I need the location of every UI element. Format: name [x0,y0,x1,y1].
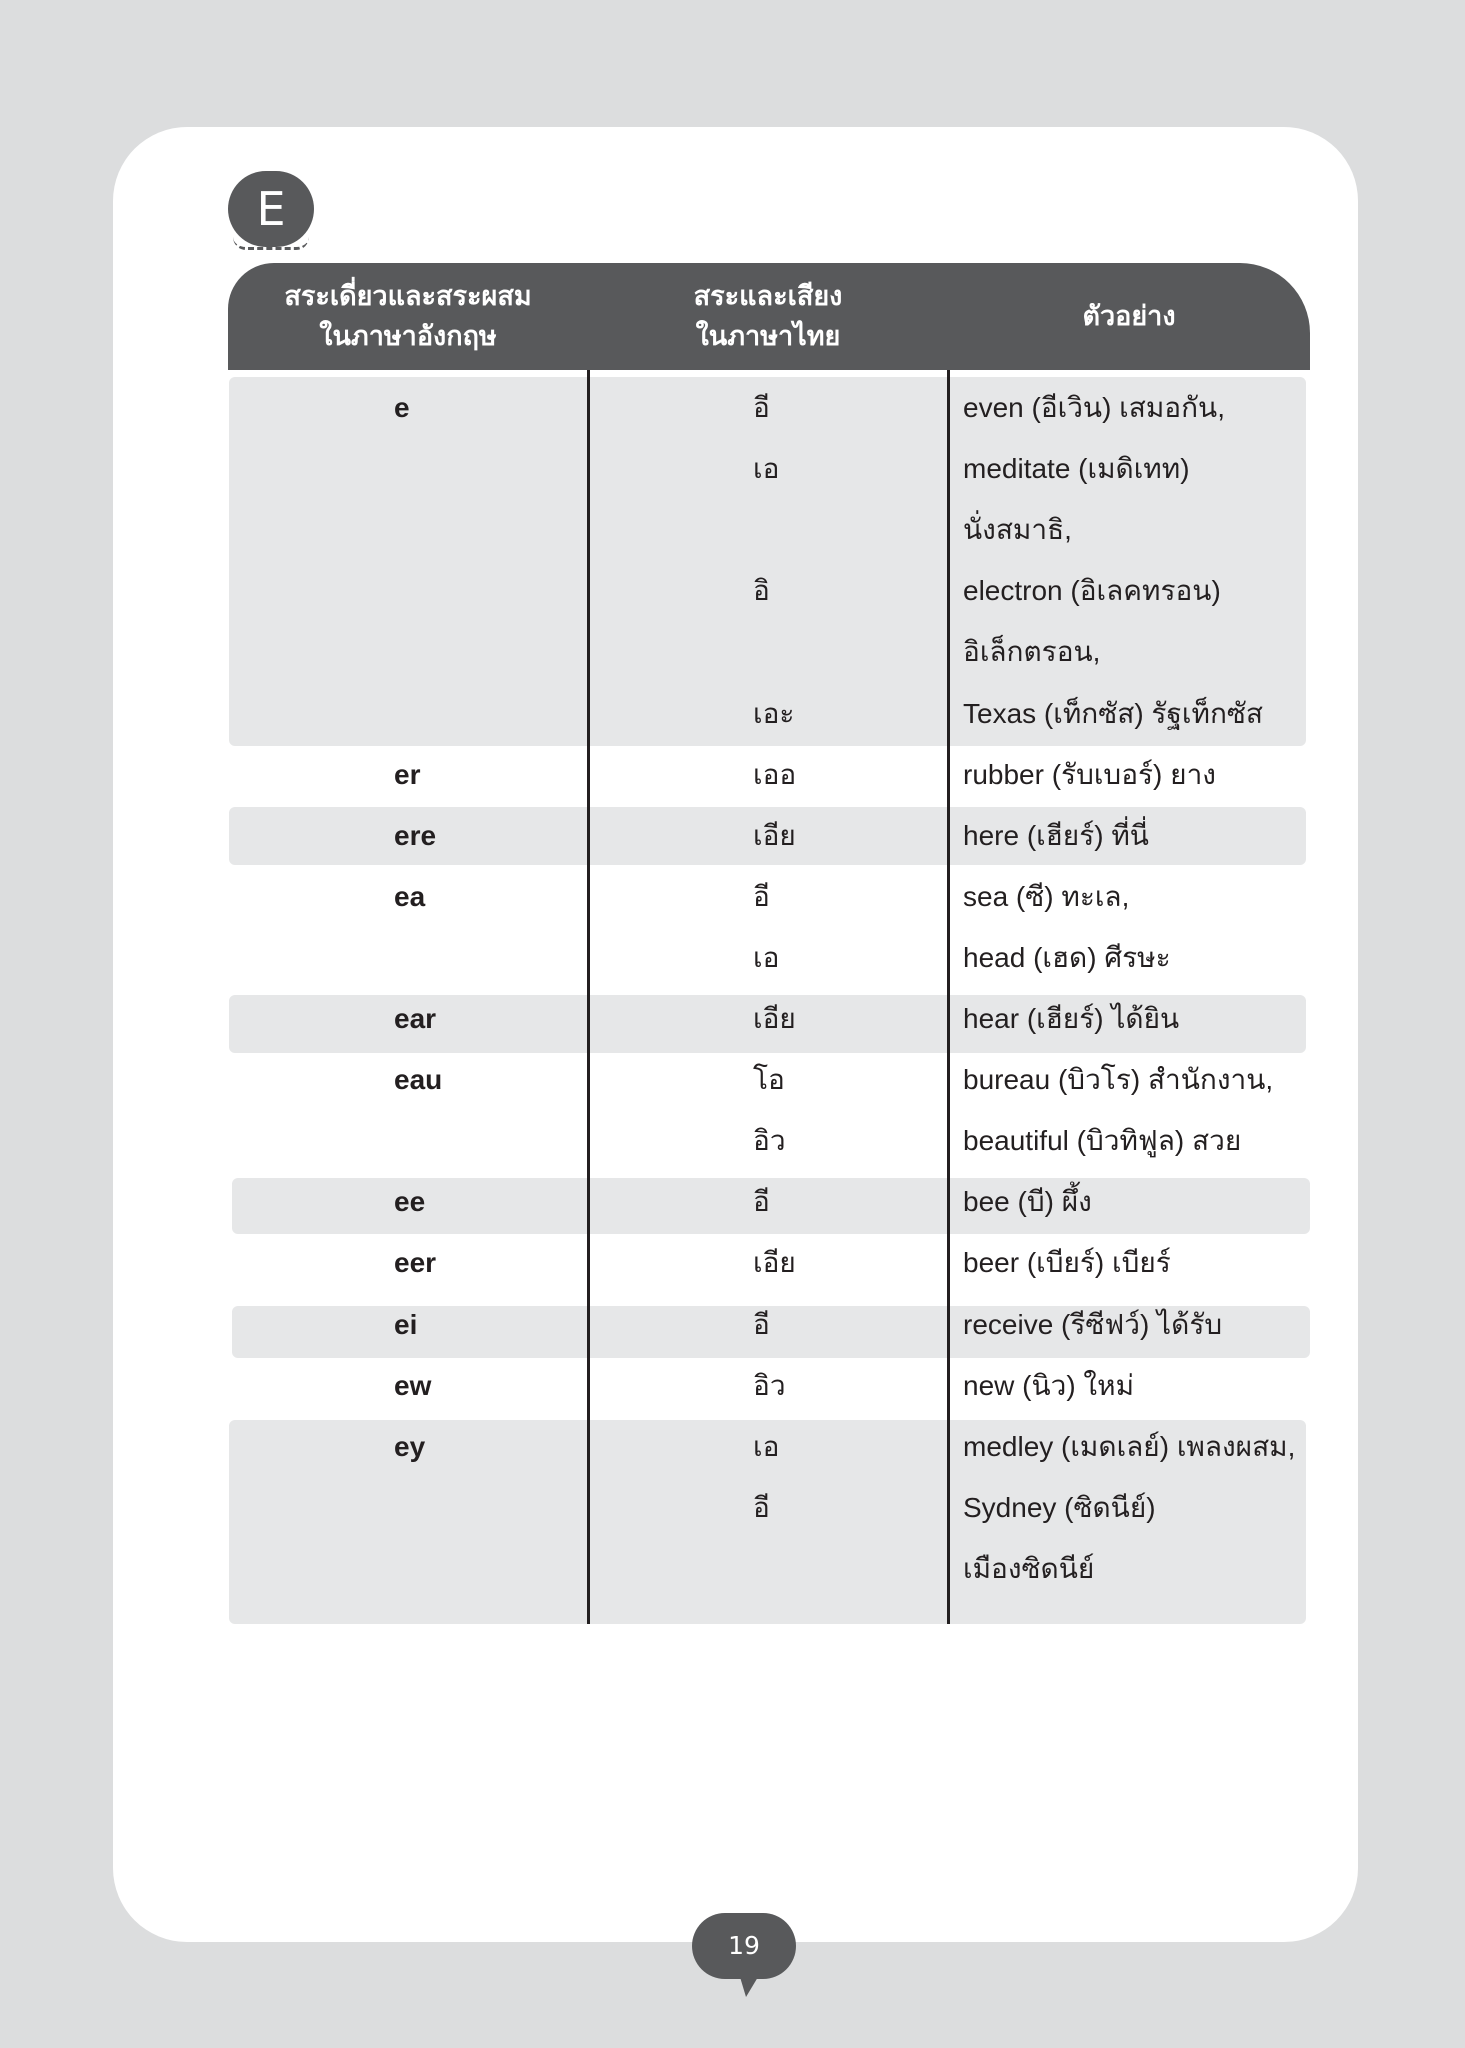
thai-sound-cell: อี [753,1492,770,1523]
english-vowel-cell: er [394,759,421,790]
english-vowel-cell: ere [394,820,437,851]
thai-sound-cell: เอีย [753,1003,796,1034]
english-vowel-cell: ey [394,1431,426,1462]
english-vowel-cell: eer [394,1247,437,1278]
english-vowel-cell: ee [394,1186,426,1217]
thai-sound-cell: โอ [753,1064,785,1095]
thai-sound-cell: อี [753,881,770,912]
thai-sound-cell: อิว [753,1370,786,1401]
header-thai-sounds [588,263,948,370]
thai-sound-cell: อิว [753,1125,786,1156]
thai-sound-cell: อิ [753,575,770,606]
thai-sound-cell: อี [753,1186,770,1217]
header-english-vowels [228,263,588,370]
example-cell: receive (รีซีฟว์) ได้รับ [963,1309,1223,1340]
example-cell: head (เฮด) ศีรษะ [963,942,1171,973]
example-cell: เมืองซิดนีย์ [963,1553,1095,1584]
page-number-badge: 19 [692,1913,796,1979]
example-cell: here (เฮียร์) ที่นี่ [963,820,1149,851]
english-vowel-cell: ea [394,881,426,912]
example-cell: electron (อิเลคทรอน) [963,575,1221,606]
column-divider-2 [947,370,950,1624]
thai-sound-cell: เออ [753,759,797,790]
english-vowel-cell: e [394,392,410,423]
example-cell: Sydney (ซิดนีย์) [963,1492,1156,1523]
example-cell: beautiful (บิวทิฟูล) สวย [963,1125,1242,1156]
example-cell: rubber (รับเบอร์) ยาง [963,759,1216,790]
thai-sound-cell: เอ [753,1431,780,1462]
english-vowel-cell: ew [394,1370,432,1401]
thai-sound-cell: อี [753,1309,770,1340]
example-cell: bee (บี) ผึ้ง [963,1186,1092,1217]
example-cell: Texas (เท็กซัส) รัฐเท็กซัส [963,698,1263,729]
header-col2-line1: สระและเสียง [693,280,843,312]
example-cell: meditate (เมดิเทท) [963,453,1190,484]
english-vowel-cell: ear [394,1003,437,1034]
header-col2-line2: ในภาษาไทย [695,320,841,352]
example-cell: even (อีเวิน) เสมอกัน, [963,392,1225,423]
header-col1-line2: ในภาษาอังกฤษ [319,320,497,352]
example-cell: medley (เมดเลย์) เพลงผสม, [963,1431,1296,1462]
thai-sound-cell: เอ [753,942,780,973]
table-body [228,370,1310,1733]
example-cell: new (นิว) ใหม่ [963,1370,1135,1401]
thai-sound-cell: เอีย [753,820,796,851]
example-cell: sea (ซี) ทะเล, [963,881,1130,912]
thai-sound-cell: เอะ [753,698,795,729]
example-cell: bureau (บิวโร) สำนักงาน, [963,1064,1274,1095]
example-cell: นั่งสมาธิ, [963,514,1072,545]
thai-sound-cell: เอ [753,453,780,484]
english-vowel-cell: ei [394,1309,418,1340]
row-band-e [229,377,1306,746]
header-col1-line1: สระเดี่ยวและสระผสม [284,280,532,312]
thai-sound-cell: เอีย [753,1247,796,1278]
header-col3-label: ตัวอย่าง [1082,300,1176,332]
section-letter-badge: E [228,171,314,247]
thai-sound-cell: อี [753,392,770,423]
vowel-table [228,263,1310,1733]
example-cell: อิเล็กตรอน, [963,636,1101,667]
example-cell: hear (เฮียร์) ได้ยิน [963,1003,1180,1034]
header-examples [948,263,1310,370]
example-cell: beer (เบียร์) เบียร์ [963,1247,1171,1278]
english-vowel-cell: eau [394,1064,443,1095]
table-header [228,263,1310,370]
column-divider-1 [587,370,590,1624]
